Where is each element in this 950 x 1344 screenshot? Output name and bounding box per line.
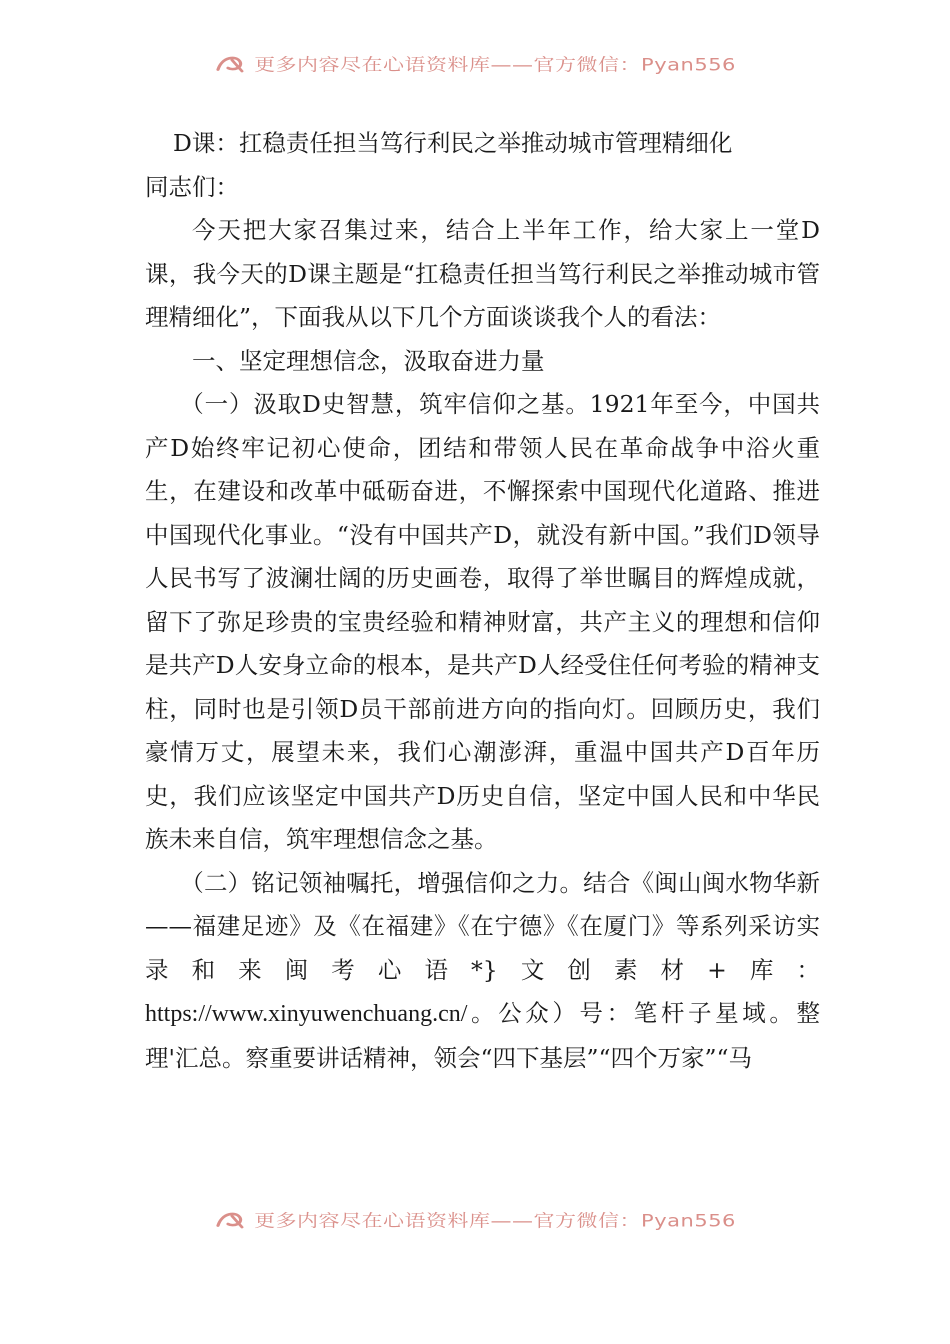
paragraph-2 (145, 862, 820, 1081)
section-heading-1: 一、坚定理想信念，汲取奋进力量 (192, 346, 545, 375)
paragraph-2-text: （二）铭记领袖嘱托，增强信仰之力。结合《闽山闽水物华新——福建足迹》及《在福建》《在宁德》《在厦门》等系列采访实录和来闽考心语*}文创素材+库： (145, 868, 820, 984)
document-title: D课：扛稳责任担当笃行利民之举推动城市管理精细化 (173, 129, 733, 157)
document-body (145, 122, 820, 1080)
watermark-text: 更多内容尽在心语资料库——官方微信：Pyan556 (254, 55, 736, 75)
greeting: 同志们： (145, 172, 239, 201)
watermark-top (0, 52, 950, 82)
watermark-logo-icon (214, 54, 248, 75)
watermark-logo-icon (214, 1210, 248, 1231)
watermark-bottom (0, 1208, 950, 1238)
intro-paragraph: 今天把大家召集过来，结合上半年工作，给大家上一堂D课，我今天的D课主题是“扛稳责任担当笃行利民之举推动城市管理精细化”，下面我从以下几个方面谈谈我个人的看法： (145, 216, 820, 331)
watermark-text: 更多内容尽在心语资料库——官方微信：Pyan556 (254, 1211, 736, 1231)
paragraph-1: （一）汲取D史智慧，筑牢信仰之基。1921年至今，中国共产D始终牢记初心使命，团结和带领人民在革命战争中浴火重生，在建设和改革中砥砺奋进，不懈探索中国现代化道路、推进中国现代化事业。“没有中国共产D，就没有新中国。”我们D领导人民书写了波澜壮阔的历史画卷，取得了举世瞩目的辉煌成就，留下了弥足珍贵的宝贵经验和精神财富，共产主义的理想和信仰是共产D人安身立命的根本，是共产D人经受住任何考验的精神支柱，同时也是引领D员干部前进方向的指向灯。回顾历史，我们豪情万丈，展望未来，我们心潮澎湃，重温中国共产D百年历史，我们应该坚定中国共产D历史自信，坚定中国人民和中华民族未来自信，筑牢理想信念之基。 (145, 390, 820, 853)
paragraph-2-tail: 。公众）号：笔杆子星域。整理'汇总。察重要讲话精神，领会“四下基层”“四个万家”“马 (145, 999, 820, 1072)
paragraph-2-url: https://www.xinyuwenchuang.cn/ (145, 1001, 468, 1027)
